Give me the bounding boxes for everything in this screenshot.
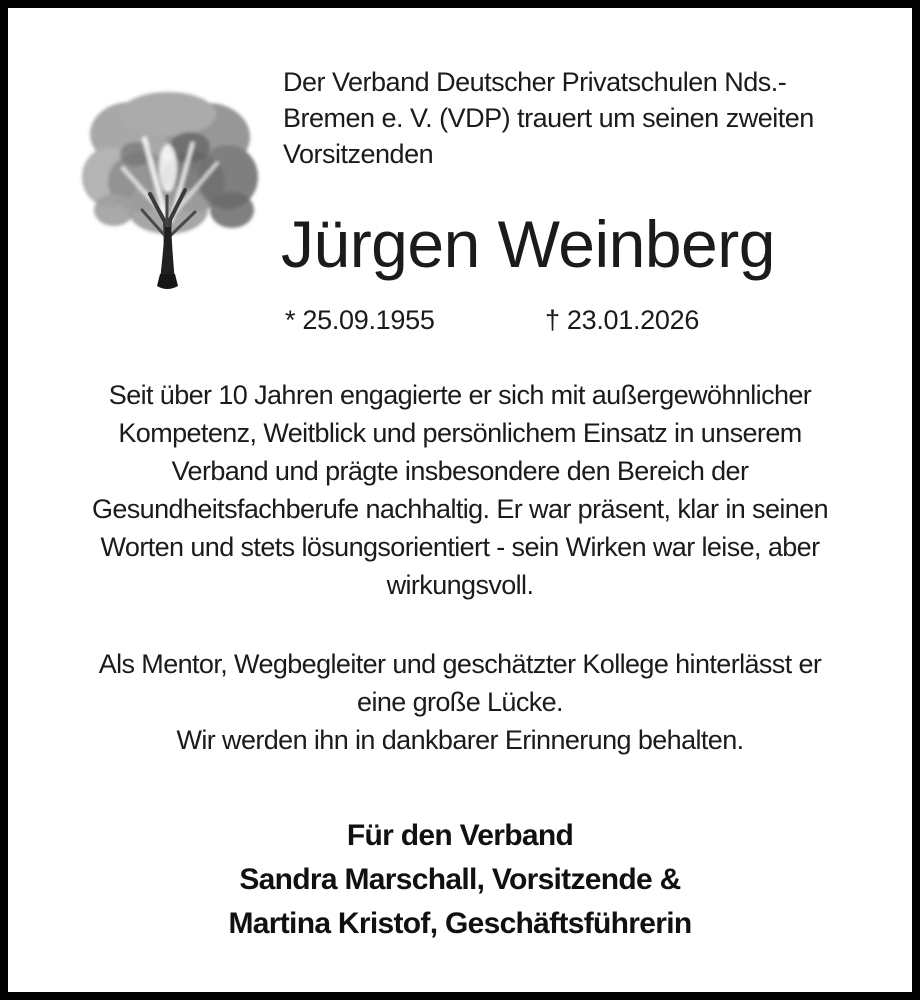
tribute-paragraph-1 [32,376,888,604]
tribute-line: Kompetenz, Weitblick und persönlichem Einsatz in unserem [118,418,802,448]
tribute-line: wirkungsvoll. [386,570,534,600]
signature-line: Sandra Marschall, Vorsitzende & [239,863,681,896]
tribute-line: Wir werden ihn in dankbarer Erinnerung behalten. [176,725,744,755]
intro-line: Der Verband Deutscher Privatschulen Nds.- [283,67,787,97]
signature-line: Martina Kristof, Geschäftsführerin [228,907,692,940]
birth-date: * 25.09.1955 [285,305,435,335]
organization-intro [283,64,863,172]
signature-line: Für den Verband [346,819,574,852]
intro-line: Vorsitzenden [283,139,434,169]
tribute-line: Als Mentor, Wegbegleiter und geschätzter Kollege hinterlässt er [98,649,822,679]
deceased-name: Jürgen Weinberg [281,207,775,281]
tree-icon [72,82,264,297]
signature-block [32,814,888,946]
tribute-line: Verband und prägte insbesondere den Bereich der [171,456,749,486]
tribute-line: Seit über 10 Jahren engagierte er sich mit außergewöhnlicher [108,380,812,410]
tribute-paragraph-2 [32,645,888,759]
life-dates [285,302,845,338]
intro-line: Bremen e. V. (VDP) trauert um seinen zweiten [283,103,814,133]
death-date: † 23.01.2026 [545,305,700,335]
tribute-line: eine große Lücke. [357,687,563,717]
tribute-line: Gesundheitsfachberufe nachhaltig. Er war präsent, klar in seinen [91,494,829,524]
tribute-line: Worten und stets lösungsorientiert - sein Wirken war leise, aber [100,532,820,562]
